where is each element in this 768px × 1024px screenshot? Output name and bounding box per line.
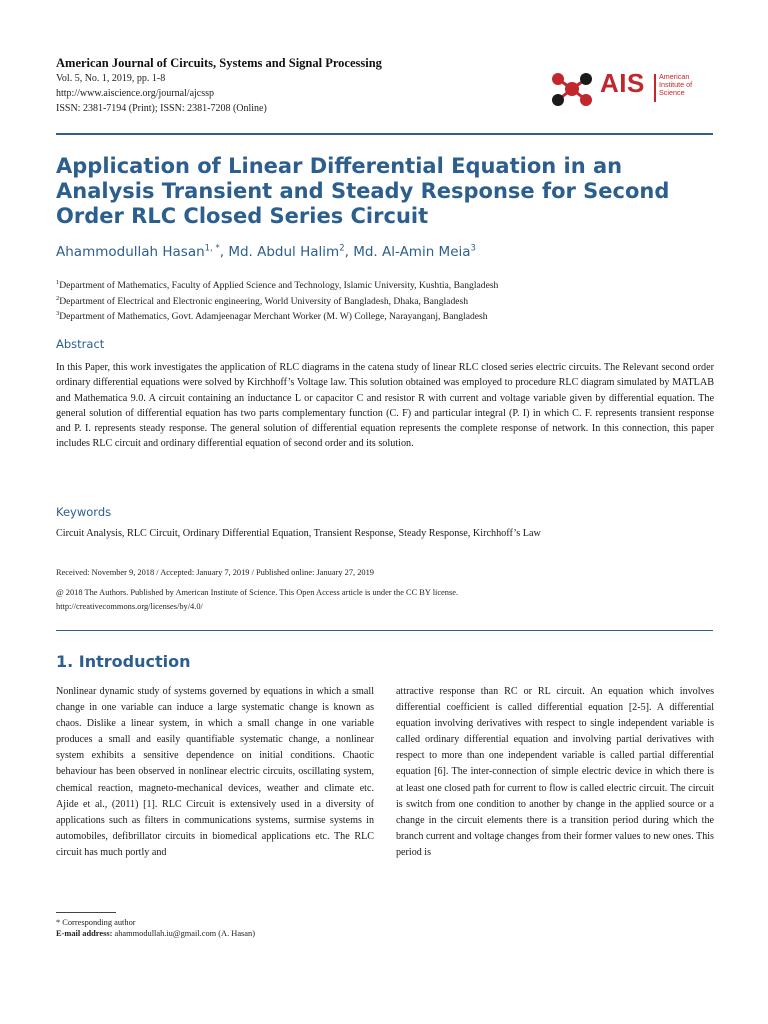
email-link[interactable]: ahammodullah.iu@gmail.com (A. Hasan) bbox=[114, 929, 255, 938]
author-affiliation-mark: 3 bbox=[470, 243, 476, 254]
logo-divider bbox=[654, 74, 656, 102]
license-link[interactable]: http://creativecommons.org/licenses/by/4.0/ bbox=[56, 602, 203, 611]
author-affiliation-mark: 2 bbox=[339, 243, 345, 254]
ais-logo bbox=[550, 66, 720, 114]
footnote bbox=[56, 917, 376, 939]
author-name[interactable]: Ahammodullah Hasan bbox=[56, 244, 205, 260]
journal-volume: Vol. 5, No. 1, 2019, pp. 1-8 bbox=[56, 73, 166, 84]
license-notice bbox=[56, 586, 716, 614]
molecule-logo-icon bbox=[550, 70, 594, 108]
email-line: E-mail address: ahammodullah.iu@gmail.com (A. Hasan) bbox=[56, 929, 255, 938]
introduction-heading: 1. Introduction bbox=[56, 652, 191, 671]
keywords-heading: Keywords bbox=[56, 505, 112, 519]
abstract-text: In this Paper, this work investigates the application of RLC diagrams in the catena study of linear RLC closed series electric circuits. The Relevant second order ordinary differential equations were solved by Kirchhoff’s Voltage law. This solution obtained was employed to procedure RLC diagram simulated by MATLAB and Mathematica 9.0. A circuit containing an inductance L or capacitor C and resistor R with current and voltage variable given by differential equation. The general solution of differential equation has two parts complementary function (C. F) and particular integral (P. I) in which C. F. represents transient response and P. I. represents steady response. The general solution of differential equation represents the complete response of network. In this connection, this paper includes RLC circuit and ordinary differential equation of second order and its solution. bbox=[56, 362, 714, 450]
journal-title: American Journal of Circuits, Systems and Signal Processing bbox=[56, 56, 382, 70]
footnote-divider bbox=[56, 912, 116, 913]
license-text: @ 2018 The Authors. Published by American Institute of Science. This Open Access article is under the CC BY license. bbox=[56, 588, 459, 597]
abstract-heading: Abstract bbox=[56, 337, 105, 351]
introduction-column-right: attractive response than RC or RL circuit. An equation which involves differential coefficient is called differential equation [2-5]. A differential equation involving derivatives with respect to single independent variable is called ordinary differential equation and involving partial derivatives with respect to more than one independent variable is called partial differential equation [6]. The inter-connection of simple electric device in which there is at least one closed path for current to flow is called electric circuit. The circuit is switch from one condition to another by change in the applied source or a change in the circuit elements there is a transition period during which the branch current and voltage changes from their former values to new ones. This period is bbox=[396, 686, 714, 858]
section-divider bbox=[56, 630, 713, 631]
publication-dates: Received: November 9, 2018 / Accepted: January 7, 2019 / Published online: January 27, 2019 bbox=[56, 568, 374, 577]
author-affiliation-mark: 1, * bbox=[204, 243, 220, 254]
author-name[interactable]: Md. Al-Amin Meia bbox=[353, 244, 471, 260]
affiliation-item: $^1$Department of Mathematics, Faculty of Applied Science and Technology, Islamic University, Kushtia, Bangladesh bbox=[56, 278, 499, 291]
affiliations bbox=[56, 278, 716, 325]
affiliation-item: $^3$Department of Mathematics, Govt. Adamjeenagar Merchant Worker (M. W) College, Narayanganj, Bangladesh bbox=[56, 309, 488, 322]
affiliation-item: $^2$Department of Electrical and Electronic engineering, World University of Bangladesh, Dhaka, Bangladesh bbox=[56, 294, 469, 307]
journal-url[interactable]: http://www.aiscience.org/journal/ajcssp bbox=[56, 88, 215, 99]
author-list: Ahammodullah Hasan$^{1, *}$, Md. Abdul Halim$^2$, Md. Al-Amin Meia$^3$ bbox=[56, 243, 476, 260]
logo-abbreviation: AIS bbox=[600, 68, 645, 98]
journal-header bbox=[56, 55, 496, 116]
journal-issn: ISSN: 2381-7194 (Print); ISSN: 2381-7208 (Online) bbox=[56, 103, 267, 114]
author-name[interactable]: Md. Abdul Halim bbox=[228, 244, 340, 260]
logo-fullname: American Institute of Science bbox=[659, 72, 693, 98]
keywords-text: Circuit Analysis, RLC Circuit, Ordinary Differential Equation, Transient Response, Steady Response, Kirchhoff’s Law bbox=[56, 528, 541, 539]
paper-title: Application of Linear Differential Equation in an Analysis Transient and Steady Response for Second Order RLC Closed Series Circuit bbox=[56, 154, 670, 228]
corresponding-author-note: * Corresponding author bbox=[56, 918, 136, 927]
introduction-column-left: Nonlinear dynamic study of systems governed by equations in which a small change in one variable can induce a large systematic change is known as chaos. Dislike a linear system, in which a small change in one variable produces a small and easily quantifiable systematic change, a nonlinear system exhibits a sensitive dependence on initial conditions. Chaotic behaviour has been observed in nonlinear electric circuits, oscillating system, chemical reaction, magneto-mechanical devices, weather and climate etc. Ajide et al., (2011) [1]. RLC Circuit is extensively used in a diversity of applications such as filters in communications systems, surmise systems in automobiles, defibrillator circuits in biomedical applications etc. The RLC circuit has much portly and bbox=[56, 686, 374, 858]
header-divider bbox=[56, 133, 713, 135]
